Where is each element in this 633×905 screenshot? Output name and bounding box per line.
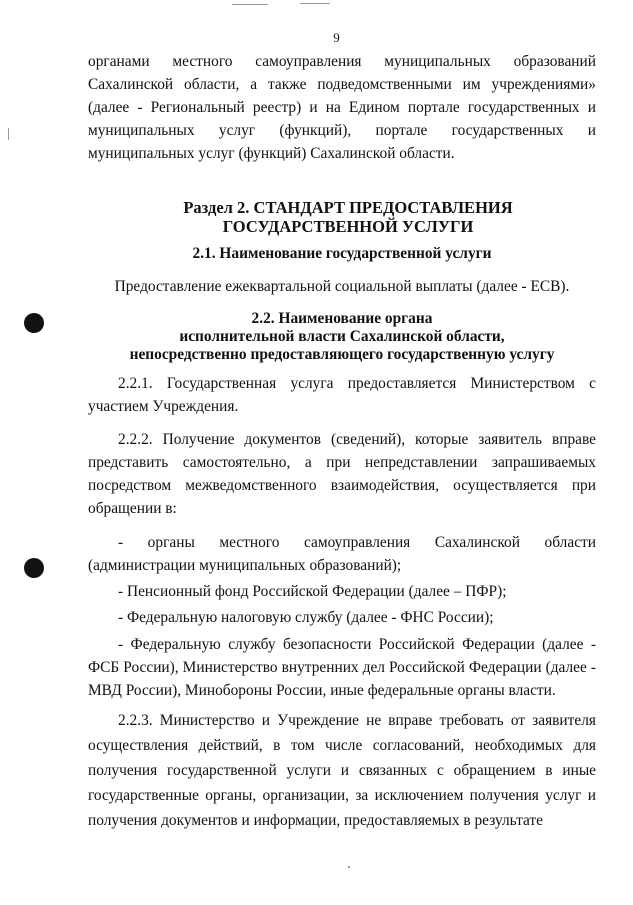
page-number: 9: [333, 30, 340, 45]
scan-artifact: [348, 866, 350, 868]
paragraph-intro: органами местного самоуправления муниципальных образований Сахалинской области, а также подведомственными им учреждениями» (далее - Региональный реестр) и на Едином портале государственных и муниципальных услуг (функций), портале государственных и муниципальных услуг (функций) Сахалинской области.: [88, 53, 596, 162]
binder-hole-bottom: [24, 558, 44, 578]
list-item-federal-security: - Федеральную службу безопасности Российской Федерации (далее - ФСБ России), Министерство внутренних дел Российской Федерации (далее - МВД России), Минобороны России, иные федеральные органы власти.: [88, 636, 596, 699]
heading-2-1: 2.1. Наименование государственной услуги: [192, 245, 492, 262]
binder-hole-top: [24, 313, 44, 333]
heading-2-2-line3: непосредственно предоставляющего государственную услугу: [129, 346, 555, 363]
section-title: Раздел 2. СТАНДАРТ ПРЕДОСТАВЛЕНИЯ ГОСУДАРСТВЕННОЙ УСЛУГИ: [183, 198, 513, 236]
list-item-tax-service: - Федеральную налоговую службу (далее - ФНС России);: [118, 609, 494, 626]
paragraph-2-2-2: 2.2.2. Получение документов (сведений), которые заявитель вправе представить самостоятельно, а при непредставлении запрашиваемых посредством межведомственного взаимодействия, осуществляется при обращении в:: [88, 431, 596, 517]
list-item-local-authorities: - органы местного самоуправления Сахалинской области (администрации муниципальных образований);: [88, 534, 596, 574]
paragraph-2-1: Предоставление ежеквартальной социальной выплаты (далее - ЕСВ).: [114, 278, 570, 295]
scan-artifact: [232, 4, 268, 5]
heading-2-2-line2: исполнительной власти Сахалинской области,: [179, 328, 505, 345]
scan-artifact: [300, 3, 330, 4]
scan-artifact: [8, 128, 9, 140]
heading-2-2-line1: 2.2. Наименование органа: [251, 310, 433, 327]
paragraph-2-2-3: 2.2.3. Министерство и Учреждение не вправе требовать от заявителя осуществления действий, в том числе согласований, необходимых для получения государственной услуги и связанных с обращением в иные государственные органы, организации, за исключением получения услуг и получения документов и информации, предоставляемых в результате: [88, 712, 596, 829]
list-item-pension-fund: - Пенсионный фонд Российской Федерации (далее – ПФР);: [118, 583, 507, 600]
paragraph-2-2-1: 2.2.1. Государственная услуга предоставляется Министерством с участием Учреждения.: [88, 375, 596, 415]
